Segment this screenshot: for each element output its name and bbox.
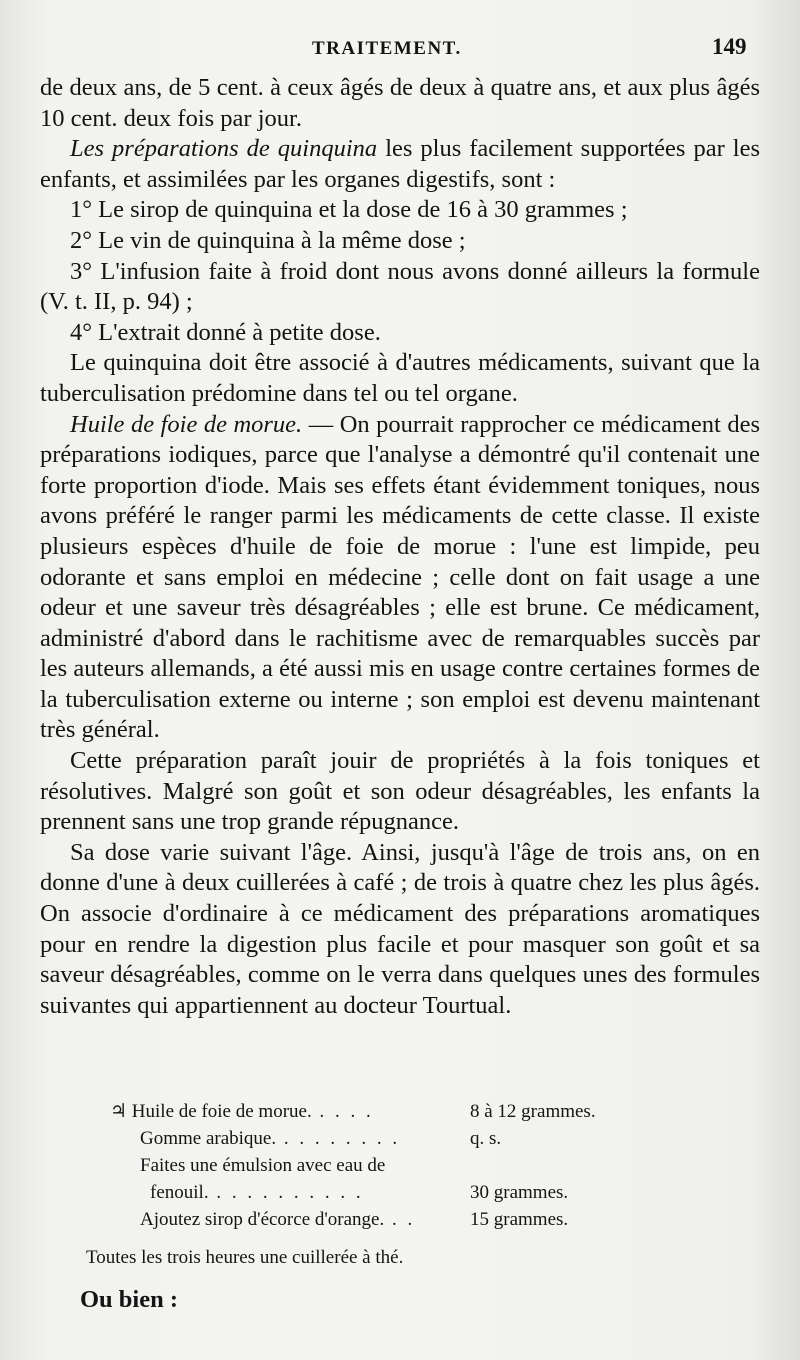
- paragraph-continuation: de deux ans, de 5 cent. à ceux âgés de deux à quatre ans, et aux plus âgés 10 cent. deux fois par jour.: [40, 74, 760, 132]
- ingredient-name: Ajoutez sirop d'écorce d'orange.: [140, 1209, 385, 1230]
- ingredient-quantity: 30 grammes.: [470, 1182, 569, 1203]
- list-item-vin: 2° Le vin de quinquina à la même dose ;: [70, 226, 466, 254]
- paragraph-properties: Cette préparation paraît jouir de propriétés à la fois toniques et résolutives. Malgré son goût et son odeur désagréables, les enfants la prennent sans une trop grande répugnance.: [40, 747, 760, 836]
- formula-row: [110, 1098, 690, 1125]
- running-title: TRAITEMENT.: [312, 38, 462, 59]
- paragraph-quinquina-preparations: [40, 134, 760, 195]
- page-number: 149: [712, 34, 747, 59]
- formula-row: [110, 1206, 690, 1233]
- ingredient-name: fenouil.: [150, 1182, 209, 1203]
- lead-heading-huile: Huile de foie de morue.: [70, 410, 303, 438]
- formula-instruction: [110, 1152, 690, 1179]
- paragraph-quinquina-association: Le quinquina doit être associé à d'autres médicaments, suivant que la tuberculisation prédomine dans tel ou tel organe.: [40, 349, 760, 407]
- ingredient-name: Huile de foie de morue.: [131, 1101, 312, 1122]
- paragraph-text: — On pourrait rapprocher ce médicament des préparations iodiques, parce que l'analyse a démontré qu'il contenait une forte proportion d'iode. Mais ses effets étant évidemment toniques, nous avons préféré le ranger parmi les médicaments de cette classe. Il existe plusieurs espèces d'huile de foie de morue : l'une est limpide, peu odorante et sans emploi en médecine ; celle dont on fait usage a une odeur et une saveur très désagréables ; elle est brune. Ce médicament, administré d'abord dans le rachitisme avec de remarquables succès par les auteurs allemands, a été aussi mis en usage contre certaines formes de la tuberculisation externe ou interne ; son emploi est devenu maintenant très général.: [40, 410, 760, 744]
- ingredient-quantity: 15 grammes.: [470, 1209, 569, 1230]
- list-item-infusion: 3° L'infusion faite à froid dont nous avons donné ailleurs la formule (V. t. II, p. 94) ;: [40, 257, 760, 316]
- paragraph-text: les plus facilement supportées par les enfants, et assimilées par les organes digestifs, sont :: [40, 135, 760, 193]
- recipe-symbol: ♃: [110, 1101, 128, 1122]
- instruction-text: Faites une émulsion avec eau de: [140, 1155, 386, 1176]
- ingredient-quantity: 8 à 12 grammes.: [470, 1101, 596, 1122]
- list-item-sirop: 1° Le sirop de quinquina et la dose de 16 à 30 grammes ;: [70, 196, 628, 224]
- leader-dots: . .: [384, 1209, 416, 1230]
- prescription-formula: [110, 1098, 690, 1233]
- formula-row: [110, 1125, 690, 1152]
- paragraph-dosage: Sa dose varie suivant l'âge. Ainsi, jusqu'à l'âge de trois ans, on en donne d'une à deux cuillerées à café ; de trois à quatre chez les plus âgés. On associe d'ordinaire à ce médicament des préparations aromatiques pour en rendre la digestion plus facile et pour masquer son goût et sa saveur désagréables, comme on le verra dans quelques unes des formules suivantes qui appartiennent au docteur Tourtual.: [40, 838, 760, 1019]
- leader-dots: . . . . . . . . . .: [208, 1182, 364, 1203]
- paragraph-huile-de-foie: [40, 410, 760, 747]
- leader-dots: . . . .: [311, 1101, 374, 1122]
- ingredient-name: Gomme arabique.: [140, 1128, 277, 1149]
- leader-dots: . . . . . . . .: [276, 1128, 401, 1149]
- body-text: [40, 73, 760, 1021]
- formula-row: [110, 1179, 690, 1206]
- closing-text: Ou bien :: [80, 1286, 179, 1313]
- lead-heading-quinquina: Les préparations de quinquina: [70, 135, 378, 163]
- page-header: [0, 34, 800, 68]
- dosage-note: Toutes les trois heures une cuillerée à thé.: [86, 1247, 404, 1268]
- list-item-extrait: 4° L'extrait donné à petite dose.: [70, 318, 381, 346]
- ingredient-quantity: q. s.: [470, 1128, 502, 1149]
